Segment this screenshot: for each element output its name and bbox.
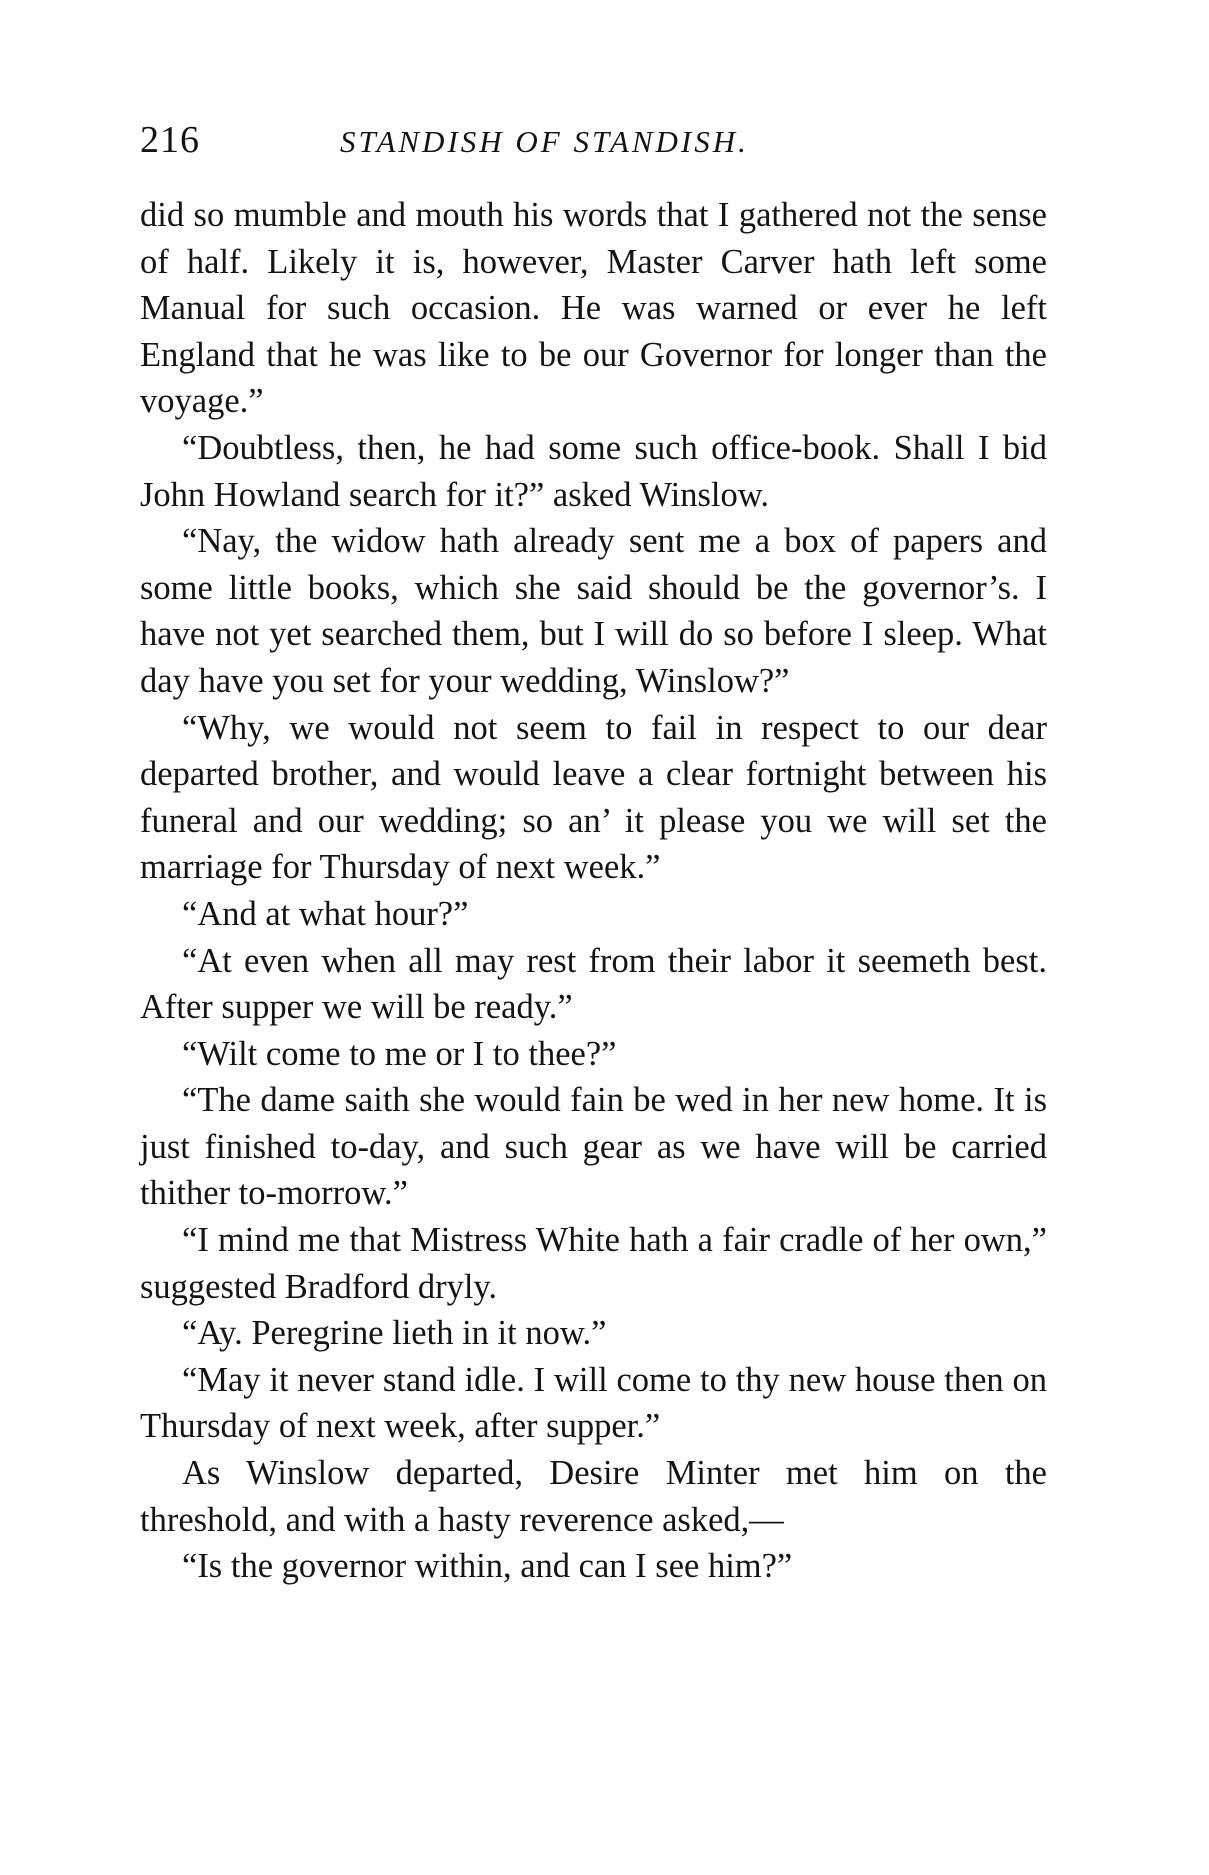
page-header xyxy=(140,118,1060,168)
paragraph: “Is the governor within, and can I see him?” xyxy=(182,1547,793,1586)
paragraph: As Winslow departed, Desire Minter met him on the threshold, and with a hasty reverence asked,— xyxy=(140,1454,1047,1539)
running-head: STANDISH OF STANDISH. xyxy=(340,124,749,159)
paragraph: “Ay. Peregrine lieth in it now.” xyxy=(182,1314,607,1353)
paragraph: “May it never stand idle. I will come to thy new house then on Thursday of next week, after supper.” xyxy=(140,1360,1047,1446)
paragraph: “I mind me that Mistress White hath a fair cradle of her own,” suggested Bradford dryly. xyxy=(140,1221,1047,1306)
paragraph: “Wilt come to me or I to thee?” xyxy=(182,1034,617,1073)
paragraph: “Doubtless, then, he had some such office-book. Shall I bid John Howland search for it?” asked Winslow. xyxy=(140,428,1047,514)
paragraph: “The dame saith she would fain be wed in her new home. It is just finished to-day, and such gear as we have will be carried thither to-morrow.” xyxy=(140,1081,1047,1213)
paragraph: “Why, we would not seem to fail in respect to our dear departed brother, and would leave a clear fortnight between his funeral and our wedding; so an’ it please you we will set the marriage for Thursday of next week.” xyxy=(140,708,1047,887)
body-text xyxy=(140,192,1047,1590)
paragraph: “Nay, the widow hath already sent me a box of papers and some little books, which she said should be the governor’s. I have not yet searched them, but I will do so before I sleep. What day have you set for your wedding, Winslow?” xyxy=(140,522,1047,700)
paragraph: “At even when all may rest from their labor it seemeth best. After supper we will be ready.” xyxy=(140,941,1047,1027)
paragraph: “And at what hour?” xyxy=(182,894,469,933)
paragraph: did so mumble and mouth his words that I gathered not the sense of half. Likely it is, however, Master Carver hath left some Manual for such occasion. He was warned or ever he left England that he was like to be our Governor for longer than the voyage.” xyxy=(140,196,1047,421)
page-number: 216 xyxy=(140,119,200,161)
